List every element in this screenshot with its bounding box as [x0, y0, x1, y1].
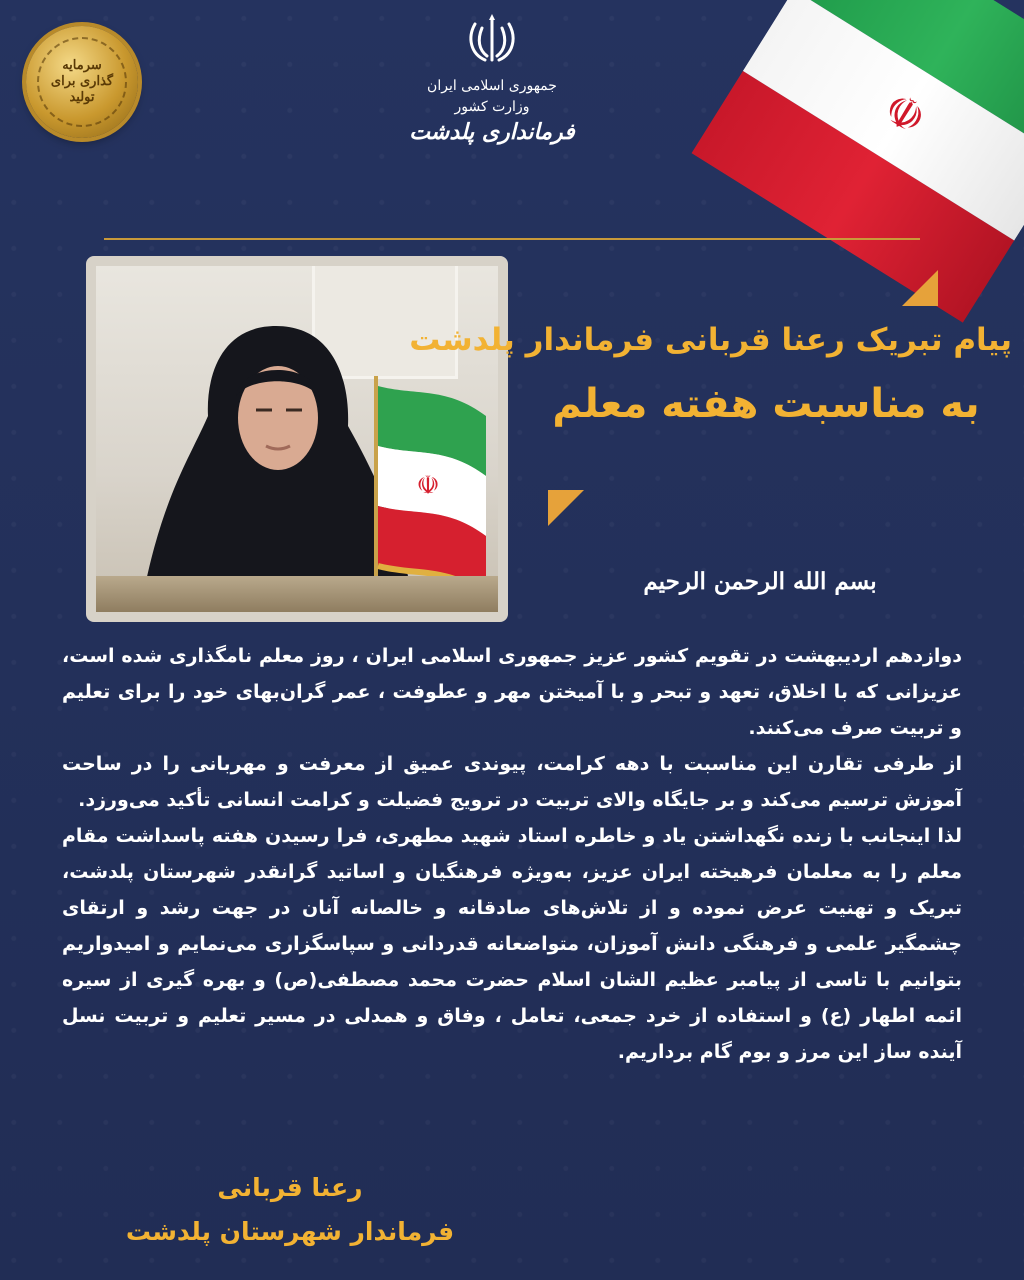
gov-line-governorate: فرمانداری پلدشت: [409, 119, 575, 145]
message-paragraph-2: از طرفی تقارن این مناسبت با دهه کرامت، پیوندی عمیق از معرفت و مهربانی را در ساحت آموزش ترسیم می‌کند و بر جایگاه والای تربیت در ترویج فضیلت و کرامت انسانی تأکید می‌ورزد.: [62, 753, 962, 811]
flag-emblem-icon: ☫: [874, 82, 935, 147]
signature-name: رعنا قربانی: [217, 1173, 363, 1202]
bismillah-heading: بسم الله الرحمن الرحیم: [643, 568, 877, 595]
header-divider: [104, 238, 920, 240]
investment-badge-logo: [26, 26, 138, 138]
desk-flag: [366, 376, 496, 606]
decor-triangle-bottom: [548, 490, 584, 526]
governor-photo-frame: [86, 256, 508, 622]
svg-text:☫: ☫: [416, 471, 440, 501]
gov-line-ministry: وزارت کشور: [454, 99, 530, 115]
iran-emblem-icon: [465, 14, 519, 66]
signature-block: [120, 1166, 460, 1254]
iran-flag-corner: [691, 0, 1024, 323]
signature-title: فرماندار شهرستان پلدشت: [125, 1217, 455, 1246]
title-line-2: به مناسبت هفته معلم: [552, 381, 980, 428]
badge-text: سرمایه گذاری برای تولید: [37, 37, 127, 127]
message-paragraph-1: دوازدهم اردیبهشت در تقویم کشور عزیز جمهوری اسلامی ایران ، روز معلم نامگذاری شده است، عزیزانی که با اخلاق، تعهد و تبحر و با آمیختن مهر و عطوفت ، عمر گران‌بهای خود را برای تعلیم و تربیت صرف می‌کنند.: [62, 645, 962, 739]
message-paragraph-3: لذا اینجانب با زنده نگهداشتن یاد و خاطره استاد شهید مطهری، فرا رسیدن هفته پاسداشت مقام معلم را به معلمان فرهیخته ایران عزیز، به‌ویژه فرهنگیان و اساتید گرانقدر شهرستان پلدشت، تبریک و تهنیت عرض نموده و از تلاش‌های صادقانه و خالصانه آنان در جهت رشد و ارتقای چشمگیر علمی و فرهنگی دانش آموزان، متواضعانه قدردانی و سپاسگزاری می‌نمایم و امیدواریم بتوانیم با تاسی از پیامبر عظیم الشان اسلام حضرت محمد مصطفی(ص) و بهره گیری از سیره ائمه اطهار (ع) و استفاده از خرد جمعی، تعامل ، وفاق و همدلی در مسیر تعلیم و تربیت نسل آینده ساز این مرز و بوم گام برداریم.: [62, 825, 962, 1063]
title-block: [409, 320, 1012, 434]
title-line-1: پیام تبریک رعنا قربانی فرماندار پلدشت: [409, 322, 1012, 358]
message-body: [62, 638, 962, 1070]
government-header: [392, 14, 592, 147]
decor-triangle-top: [902, 270, 938, 306]
governor-photo: [96, 266, 498, 612]
gov-line-republic: جمهوری اسلامی ایران: [427, 78, 557, 94]
